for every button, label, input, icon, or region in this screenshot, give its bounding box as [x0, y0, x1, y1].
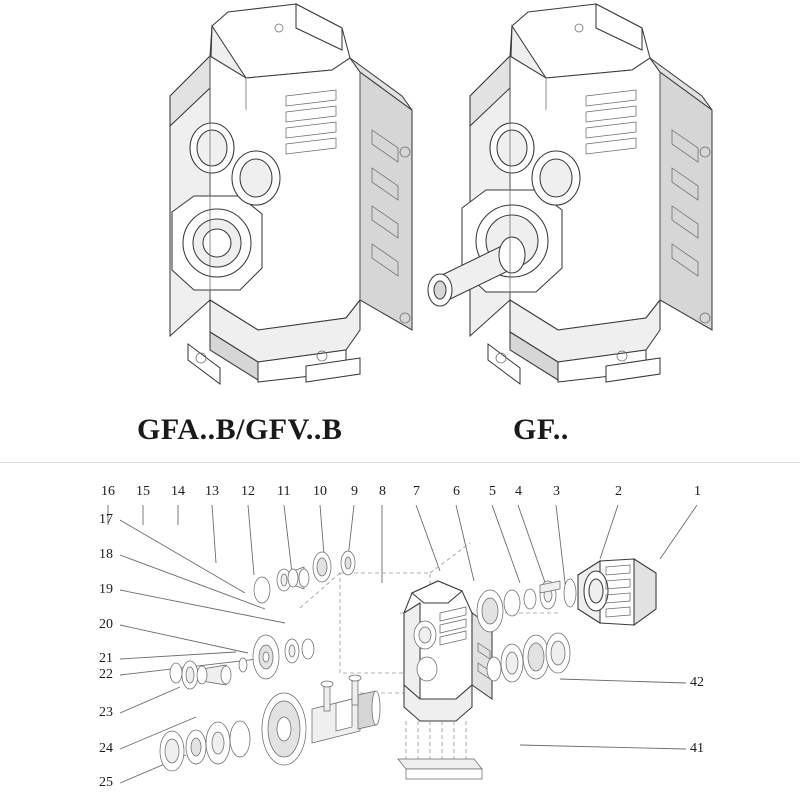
- callout-42: 42: [690, 675, 704, 690]
- callout-15: 15: [136, 484, 150, 499]
- callout-22: 22: [99, 667, 113, 682]
- callout-3: 3: [553, 484, 560, 499]
- callout-18: 18: [99, 547, 113, 562]
- callout-2: 2: [615, 484, 622, 499]
- callout-20: 20: [99, 617, 113, 632]
- callout-19: 19: [99, 582, 113, 597]
- caption-gf: GF..: [513, 413, 569, 446]
- callout-8: 8: [379, 484, 386, 499]
- caption-gfa-gfv: GFA..B/GFV..B: [137, 413, 343, 446]
- callout-6: 6: [453, 484, 460, 499]
- callout-41: 41: [690, 741, 704, 756]
- callout-4: 4: [515, 484, 522, 499]
- callout-14: 14: [171, 484, 185, 499]
- callout-11: 11: [277, 484, 291, 499]
- exploded-parts-graphic: [0, 463, 800, 800]
- callout-13: 13: [205, 484, 219, 499]
- callout-9: 9: [351, 484, 358, 499]
- callout-10: 10: [313, 484, 327, 499]
- callout-21: 21: [99, 651, 113, 666]
- callout-1: 1: [694, 484, 701, 499]
- callout-24: 24: [99, 741, 113, 756]
- gearbox-isometric-shaft-icon: [400, 0, 800, 410]
- callout-7: 7: [413, 484, 420, 499]
- callout-5: 5: [489, 484, 496, 499]
- callout-17: 17: [99, 512, 113, 527]
- callout-12: 12: [241, 484, 255, 499]
- callout-16: 16: [101, 484, 115, 499]
- callout-25: 25: [99, 775, 113, 790]
- callout-23: 23: [99, 705, 113, 720]
- exploded-view: [0, 463, 800, 800]
